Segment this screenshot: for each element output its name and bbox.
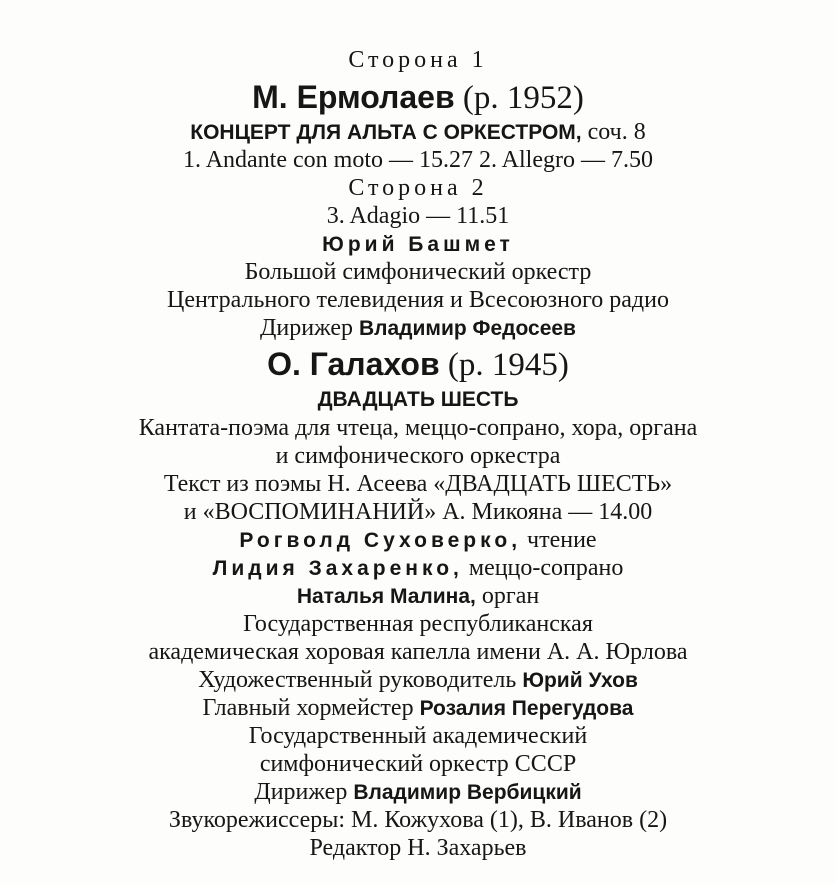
conductor-label: Дирижер bbox=[254, 779, 348, 805]
conductor-label: Дирижер bbox=[260, 315, 353, 341]
performer-name: Наталья Малина, bbox=[296, 585, 476, 608]
conductor-name: Владимир Федосеев bbox=[359, 317, 576, 340]
conductor-line-1 bbox=[0, 314, 836, 343]
performer-role: орган bbox=[481, 583, 540, 609]
performer-role: меццо-сопрано bbox=[468, 555, 624, 581]
soloist: Юрий Башмет bbox=[322, 233, 514, 256]
side-2-label: Сторона 2 bbox=[348, 175, 488, 201]
movements-side-2: 3. Adagio — 11.51 bbox=[326, 203, 510, 229]
credit-label: Художественный руководитель bbox=[198, 667, 517, 693]
conductor-name: Владимир Вербицкий bbox=[353, 781, 582, 804]
conductor-line-2 bbox=[0, 778, 836, 807]
choir-line-1: Государственная республиканская bbox=[243, 611, 593, 637]
credit-name: Юрий Ухов bbox=[522, 669, 638, 692]
composer-years: (р. 1952) bbox=[462, 80, 584, 116]
movements-side-1: 1. Andante con moto — 15.27 2. Allegro — 7.50 bbox=[183, 147, 653, 173]
work-title: КОНЦЕРТ ДЛЯ АЛЬТА С ОРКЕСТРОМ, bbox=[190, 121, 582, 144]
performer-role: чтение bbox=[527, 527, 597, 553]
text-source-line-2: и «ВОСПОМИНАНИЙ» А. Микояна — 14.00 bbox=[183, 499, 653, 525]
work-opus: соч. 8 bbox=[587, 119, 646, 145]
performer-name: Рогволд Суховерко, bbox=[239, 529, 522, 552]
text-source-line-1: Текст из поэмы Н. Асеева «ДВАДЦАТЬ ШЕСТЬ» bbox=[163, 471, 673, 497]
credit-label: Главный хормейстер bbox=[202, 695, 414, 721]
reader-credit bbox=[0, 526, 836, 555]
work-title-2: ДВАДЦАТЬ ШЕСТЬ bbox=[317, 388, 519, 411]
orchestra-line-1: Большой симфонический оркестр bbox=[244, 259, 592, 285]
editor-credit: Редактор Н. Захарьев bbox=[309, 835, 527, 861]
credit-name: Розалия Перегудова bbox=[419, 697, 634, 720]
art-director-credit bbox=[0, 666, 836, 695]
choir-line-2: академическая хоровая капелла имени А. А. Юрлова bbox=[148, 639, 688, 665]
composer-years: (р. 1945) bbox=[447, 347, 569, 383]
composer-heading-2 bbox=[0, 345, 836, 384]
description-line-1: Кантата-поэма для чтеца, меццо-сопрано, хора, органа bbox=[138, 415, 698, 441]
description-line-2: и симфонического оркестра bbox=[275, 443, 561, 469]
choirmaster-credit bbox=[0, 694, 836, 723]
sound-engineers: Звукорежиссеры: М. Кожухова (1), В. Иванов (2) bbox=[168, 807, 668, 833]
orchestra-line-3: Государственный академический bbox=[248, 723, 588, 749]
composer-name: О. Галахов bbox=[267, 346, 440, 382]
performer-name: Лидия Захаренко, bbox=[212, 557, 463, 580]
composer-heading-1 bbox=[0, 78, 836, 117]
mezzo-credit bbox=[0, 554, 836, 583]
side-1-label: Сторона 1 bbox=[348, 47, 488, 73]
composer-name: М. Ермолаев bbox=[252, 79, 455, 115]
organ-credit bbox=[0, 582, 836, 611]
work-title-1 bbox=[0, 118, 836, 147]
orchestra-line-2: Центрального телевидения и Всесоюзного радио bbox=[167, 287, 669, 313]
orchestra-line-4: симфонический оркестр СССР bbox=[259, 751, 577, 777]
